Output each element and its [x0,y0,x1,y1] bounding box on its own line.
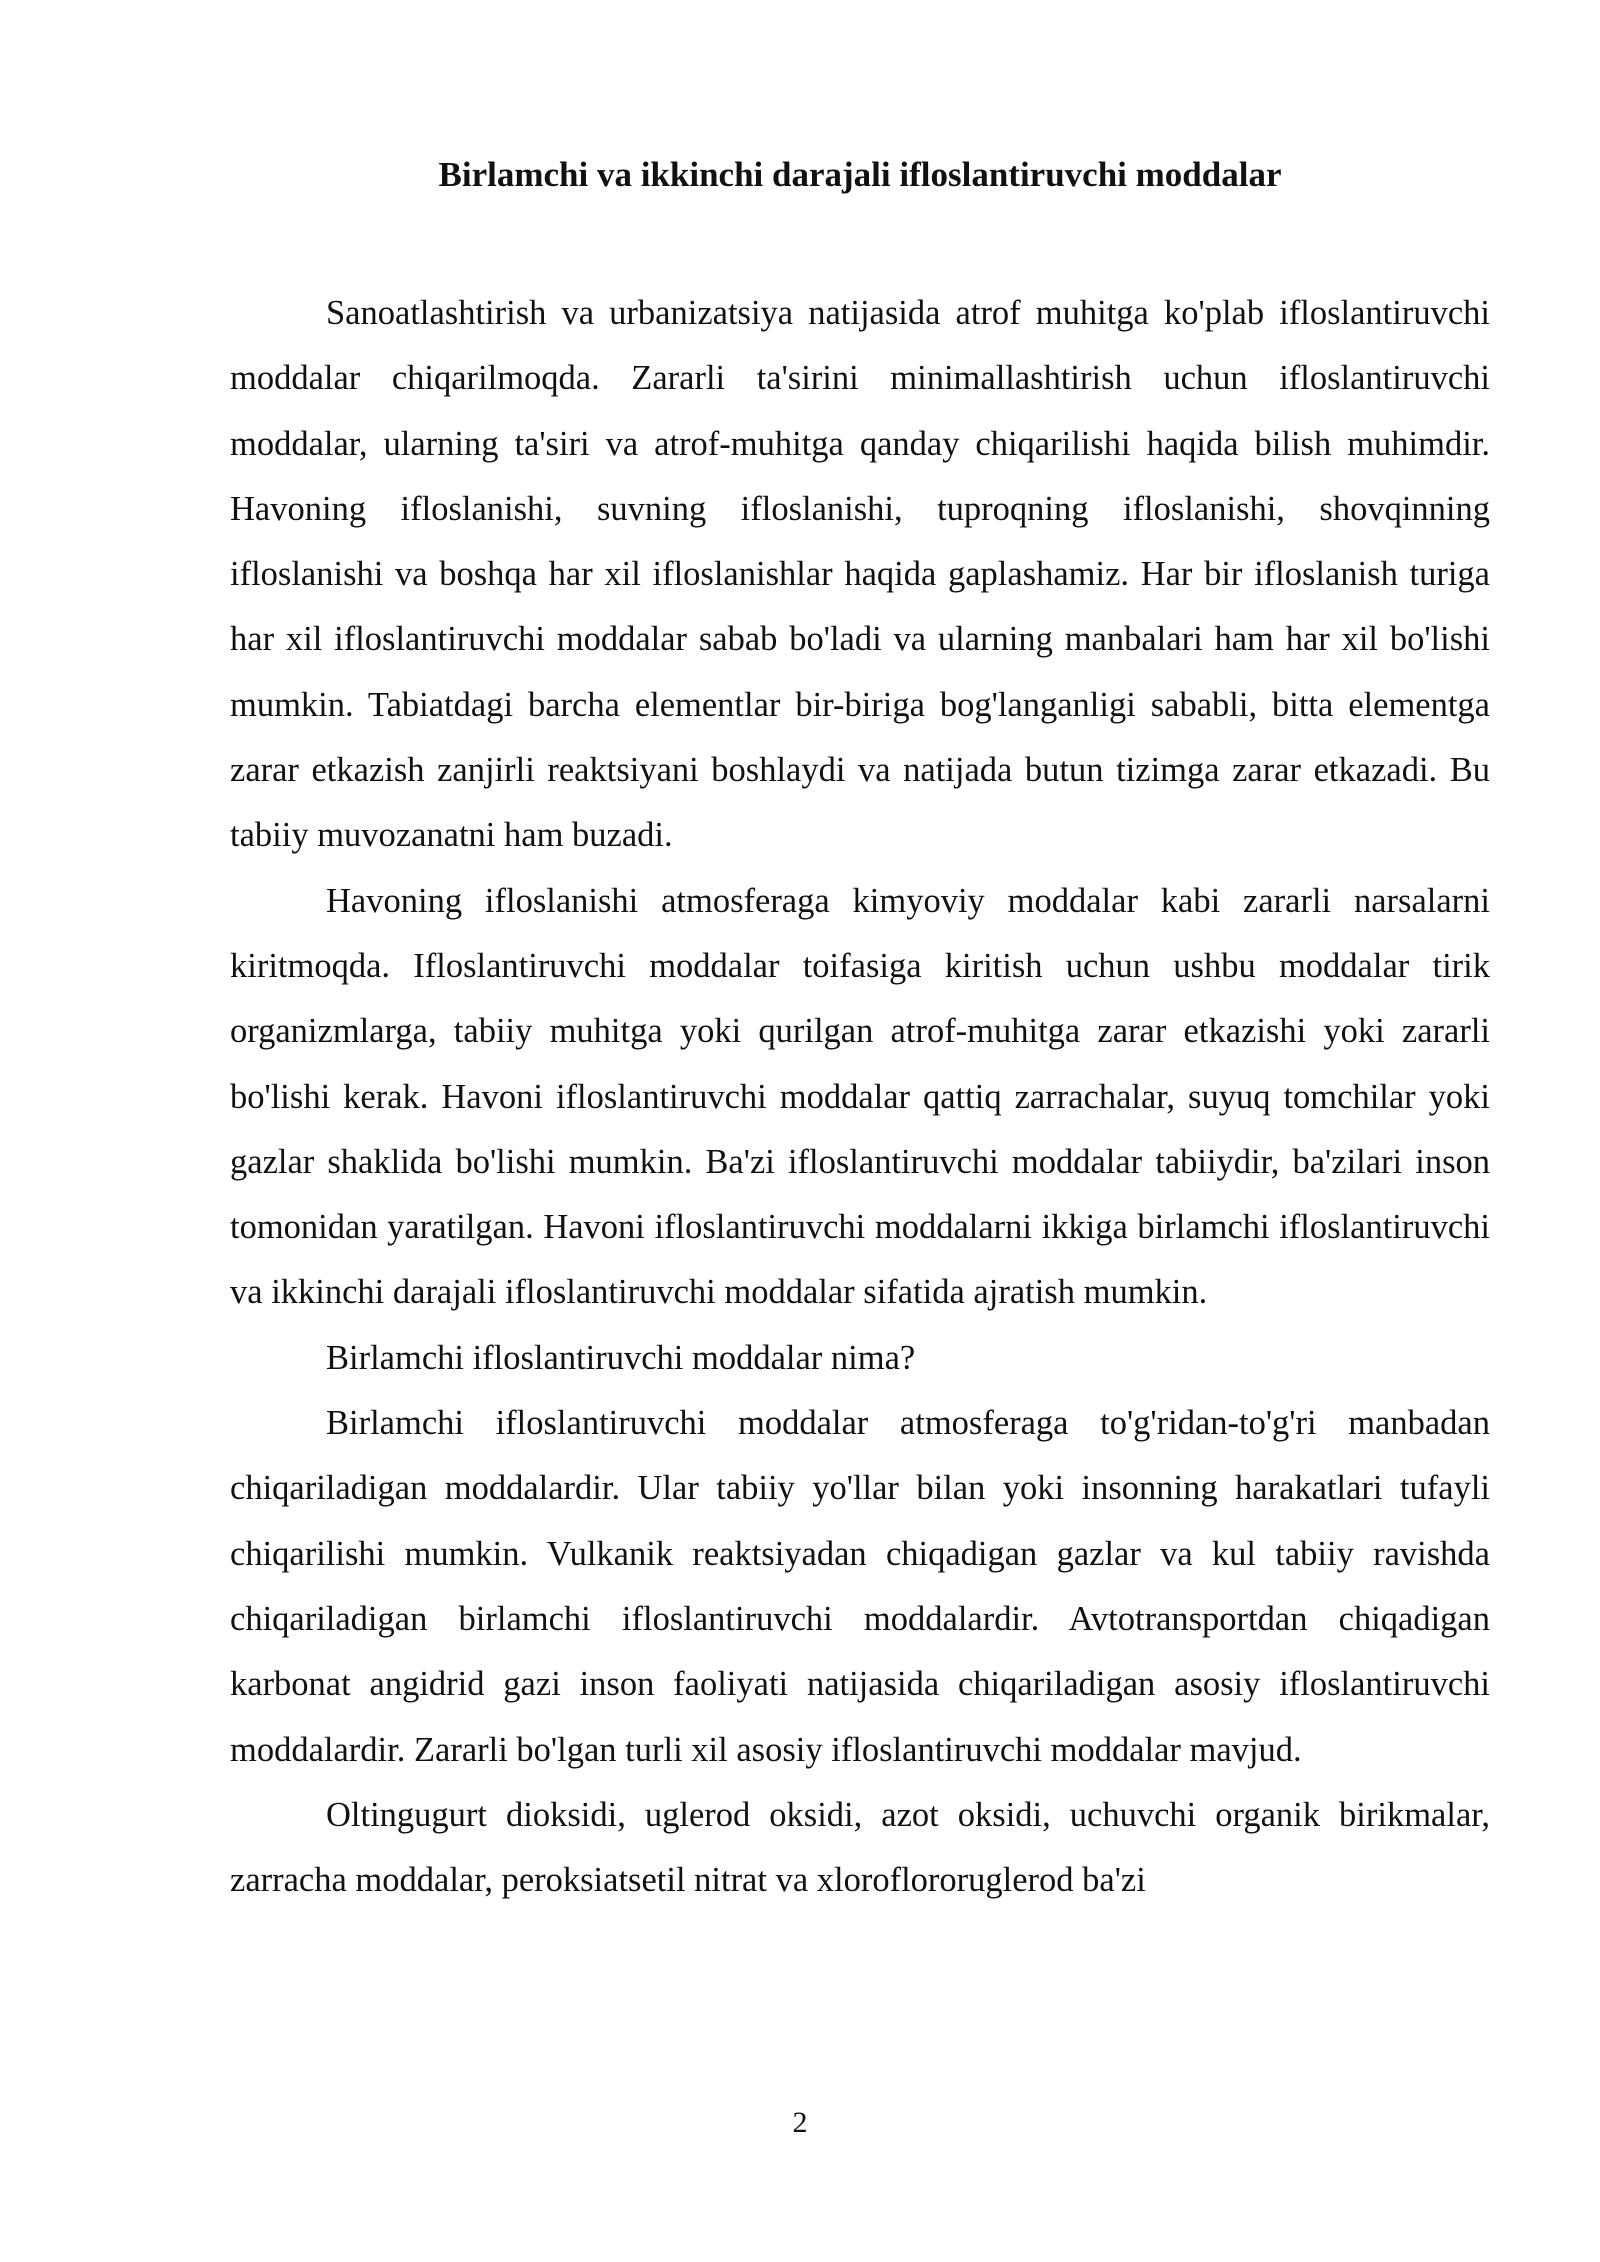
body-text [230,281,1490,1913]
paragraph-examples: Oltingugurt dioksidi, uglerod oksidi, azot oksidi, uchuvchi organik birikmalar, zarracha moddalar, peroksiatsetil nitrat va xloroflororuglerod ba'zi [230,1795,1490,1900]
paragraph-primary-pollutants: Birlamchi ifloslantiruvchi moddalar atmosferaga to'g'ridan-to'g'ri manbadan chiqariladigan moddalardir. Ular tabiiy yo'llar bilan yoki insonning harakatlari tufayli chiqarilishi mumkin. Vulkanik reaktsiyadan chiqadigan gazlar va kul tabiiy ravishda chiqariladigan birlamchi ifloslantiruvchi moddalardir. Avtotransportdan chiqadigan karbonat angidrid gazi inson faoliyati natijasida chiqariladigan asosiy ifloslantiruvchi moddalardir. Zararli bo'lgan turli xil asosiy ifloslantiruvchi moddalar mavjud. [230,1404,1490,1769]
page-number: 2 [792,2106,808,2139]
paragraph-question: Birlamchi ifloslantiruvchi moddalar nima? [326,1338,916,1377]
paragraph-air-pollution: Havoning ifloslanishi atmosferaga kimyoviy moddalar kabi zararli narsalarni kiritmoqda. Ifloslantiruvchi moddalar toifasiga kiritish uchun ushbu moddalar tirik organizmlarga, tabiiy muhitga yoki qurilgan atrof-muhitga zarar etkazishi yoki zararli bo'lishi kerak. Havoni ifloslantiruvchi moddalar qattiq zarrachalar, suyuq tomchilar yoki gazlar shaklida bo'lishi mumkin. Ba'zi ifloslantiruvchi moddalar tabiiydir, ba'zilari inson tomonidan yaratilgan. Havoni ifloslantiruvchi moddalarni ikkiga birlamchi ifloslantiruvchi va ikkinchi darajali ifloslantiruvchi moddalar sifatida ajratish mumkin. [230,881,1490,1312]
paragraph-intro: Sanoatlashtirish va urbanizatsiya natijasida atrof muhitga ko'plab ifloslantiruvchi moddalar chiqarilmoqda. Zararli ta'sirini minimallashtirish uchun ifloslantiruvchi moddalar, ularning ta'siri va atrof-muhitga qanday chiqarilishi haqida bilish muhimdir. Havoning ifloslanishi, suvning ifloslanishi, tuproqning ifloslanishi, shovqinning ifloslanishi va boshqa har xil ifloslanishlar haqida gaplashamiz. Har bir ifloslanish turiga har xil ifloslantiruvchi moddalar sabab bo'ladi va ularning manbalari ham har xil bo'lishi mumkin. Tabiatdagi barcha elementlar bir-biriga bog'langanligi sababli, bitta elementga zarar etkazish zanjirli reaktsiyani boshlaydi va natijada butun tizimga zarar etkazadi. Bu tabiiy muvozanatni ham buzadi. [230,294,1490,855]
page-title: Birlamchi va ikkinchi darajali ifloslantiruvchi moddalar [438,155,1282,194]
